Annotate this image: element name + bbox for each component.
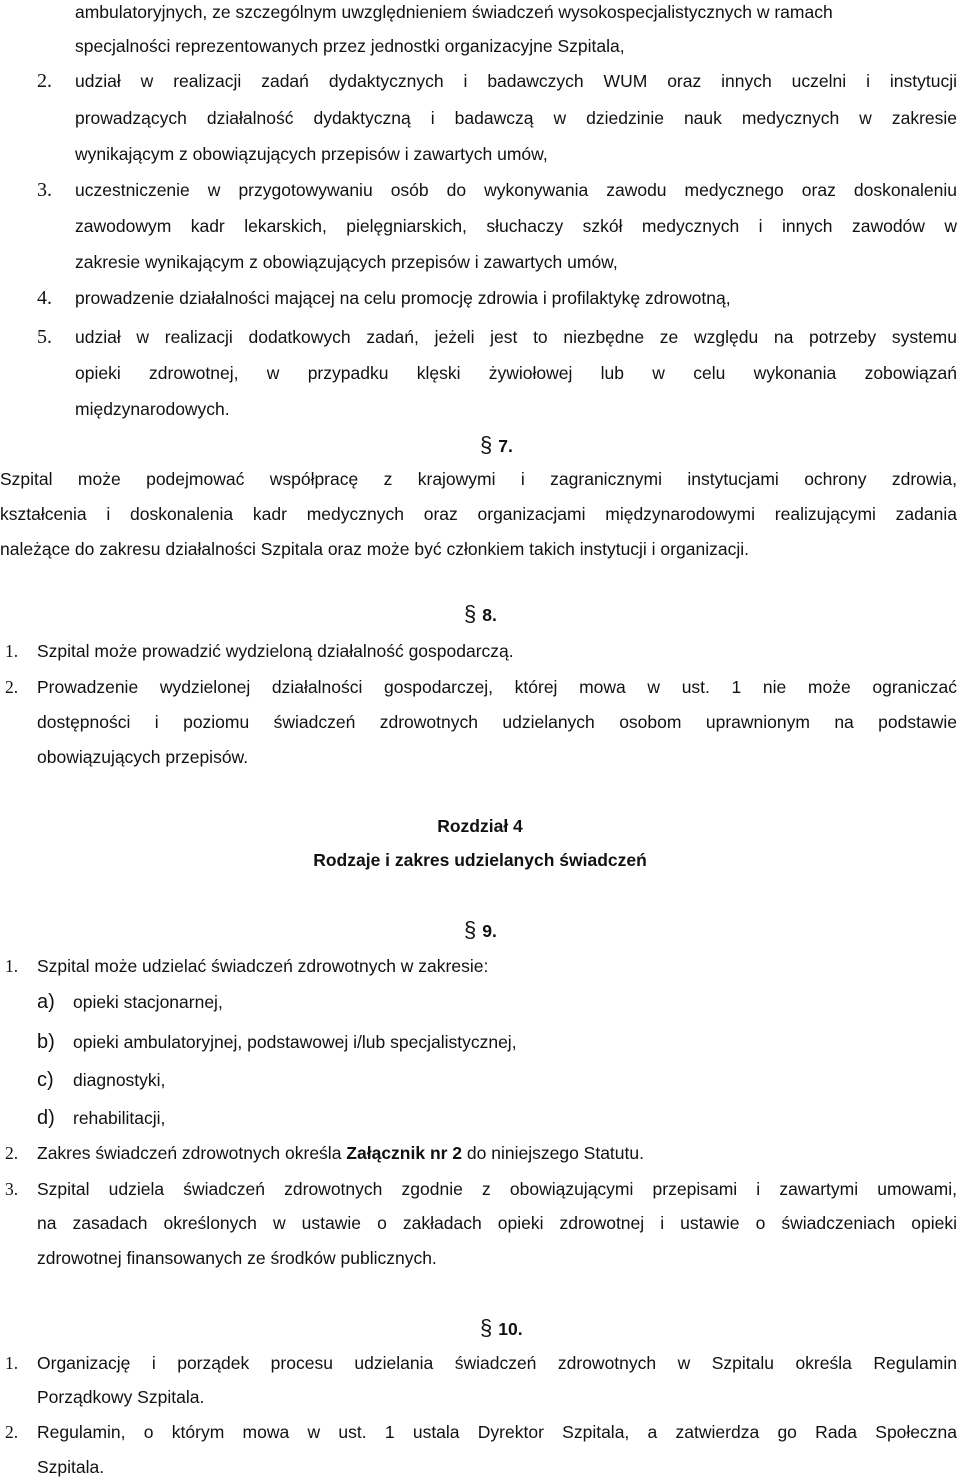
sub-item: opieki ambulatoryjnej, podstawowej i/lub specjalistycznej, bbox=[73, 1032, 517, 1052]
list-line: dostępności i poziomu świadczeń zdrowotnych udzielanych osobom uprawnionym na podstawie bbox=[37, 712, 957, 732]
section-symbol: § bbox=[480, 432, 493, 457]
list-number: 1. bbox=[5, 956, 19, 976]
paragraph-line: należące do zakresu działalności Szpitala oraz może być członkiem takich instytucji i organizacji. bbox=[0, 539, 749, 559]
sub-item: opieki stacjonarnej, bbox=[73, 992, 223, 1012]
list-number: 4. bbox=[37, 287, 52, 309]
chapter-title: Rozdział 4 bbox=[437, 816, 523, 836]
list-line: Prowadzenie wydzielonej działalności gospodarczej, której mowa w ust. 1 nie może ograniczać bbox=[37, 677, 957, 697]
list-number: 2. bbox=[5, 1422, 19, 1442]
list-number: 2. bbox=[5, 1143, 19, 1163]
list-line: Regulamin, o którym mowa w ust. 1 ustala Dyrektor Szpitala, a zatwierdza go Rada Społeczna bbox=[37, 1422, 957, 1442]
section-number: 8. bbox=[482, 605, 497, 625]
list-number: 5. bbox=[37, 326, 52, 348]
section-heading bbox=[464, 602, 497, 627]
list-line: Szpital udziela świadczeń zdrowotnych zgodnie z obowiązującymi przepisami i zawartymi umowami, bbox=[37, 1179, 957, 1199]
sub-letter: b) bbox=[37, 1031, 55, 1053]
section-symbol: § bbox=[480, 1315, 493, 1340]
list-number: 3. bbox=[37, 179, 52, 201]
continued-line: specjalności reprezentowanych przez jednostki organizacyjne Szpitala, bbox=[75, 36, 625, 56]
list-line: Szpital może prowadzić wydzieloną działalność gospodarczą. bbox=[37, 641, 514, 661]
list-line: Szpitala. bbox=[37, 1457, 105, 1477]
section-heading bbox=[480, 433, 513, 458]
list-line: na zasadach określonych w ustawie o zakładach opieki zdrowotnej i ustawie o świadczeniach opieki bbox=[37, 1213, 957, 1233]
continued-line: ambulatoryjnych, ze szczególnym uwzględnieniem świadczeń wysokospecjalistycznych w ramach bbox=[75, 2, 833, 22]
list-line: udział w realizacji dodatkowych zadań, jeżeli jest to niezbędne ze względu na potrzeby systemu bbox=[75, 327, 957, 347]
sub-letter: a) bbox=[37, 991, 55, 1013]
list-line: Szpital może udzielać świadczeń zdrowotnych w zakresie: bbox=[37, 956, 489, 976]
list-line: Porządkowy Szpitala. bbox=[37, 1387, 205, 1407]
annex-reference: Załącznik nr 2 bbox=[346, 1143, 463, 1163]
section-symbol: § bbox=[464, 601, 477, 626]
chapter-subtitle: Rodzaje i zakres udzielanych świadczeń bbox=[313, 850, 647, 870]
list-line: prowadzenie działalności mającej na celu promocję zdrowia i profilaktykę zdrowotną, bbox=[75, 288, 731, 308]
list-line: uczestniczenie w przygotowywaniu osób do wykonywania zawodu medycznego oraz doskonaleniu bbox=[75, 180, 957, 200]
list-line: obowiązujących przepisów. bbox=[37, 747, 249, 767]
list-line: prowadzących działalność dydaktyczną i badawczą w dziedzinie nauk medycznych w zakresie bbox=[75, 108, 957, 128]
sub-letter: d) bbox=[37, 1107, 55, 1129]
text-run: do niniejszego Statutu. bbox=[462, 1143, 644, 1163]
text-run: Zakres świadczeń zdrowotnych określa bbox=[37, 1143, 347, 1163]
list-number: 1. bbox=[5, 1353, 19, 1373]
section-heading bbox=[480, 1316, 523, 1341]
list-number: 1. bbox=[5, 641, 19, 661]
sub-item: diagnostyki, bbox=[73, 1070, 166, 1090]
list-line: zawodowym kadr lekarskich, pielęgniarskich, słuchaczy szkół medycznych i innych zawodów w bbox=[75, 216, 957, 236]
list-line: opieki zdrowotnej, w przypadku klęski żywiołowej lub w celu wykonania zobowiązań bbox=[75, 363, 957, 383]
sub-item: rehabilitacji, bbox=[73, 1108, 166, 1128]
list-line: wynikającym z obowiązujących przepisów i zawartych umów, bbox=[75, 144, 548, 164]
list-line: udział w realizacji zadań dydaktycznych i badawczych WUM oraz innych uczelni i instytucji bbox=[75, 71, 957, 91]
list-number: 2. bbox=[37, 70, 52, 92]
list-number: 2. bbox=[5, 677, 19, 697]
section-number: 7. bbox=[498, 436, 513, 456]
sub-letter: c) bbox=[37, 1069, 54, 1091]
list-line: zakresie wynikającym z obowiązujących przepisów i zawartych umów, bbox=[75, 252, 618, 272]
section-symbol: § bbox=[464, 917, 477, 942]
list-line bbox=[37, 1141, 644, 1165]
section-heading bbox=[464, 918, 497, 943]
list-number: 3. bbox=[5, 1179, 19, 1199]
list-line: Organizację i porządek procesu udzielania świadczeń zdrowotnych w Szpitalu określa Regulamin bbox=[37, 1353, 957, 1373]
section-number: 10. bbox=[498, 1319, 523, 1339]
paragraph-line: kształcenia i doskonalenia kadr medycznych oraz organizacjami międzynarodowymi realizującymi zadania bbox=[0, 504, 957, 524]
list-line: międzynarodowych. bbox=[75, 399, 230, 419]
section-number: 9. bbox=[482, 921, 497, 941]
paragraph-line: Szpital może podejmować współpracę z krajowymi i zagranicznymi instytucjami ochrony zdrowia, bbox=[0, 469, 957, 489]
list-line: zdrowotnej finansowanych ze środków publicznych. bbox=[37, 1248, 437, 1268]
